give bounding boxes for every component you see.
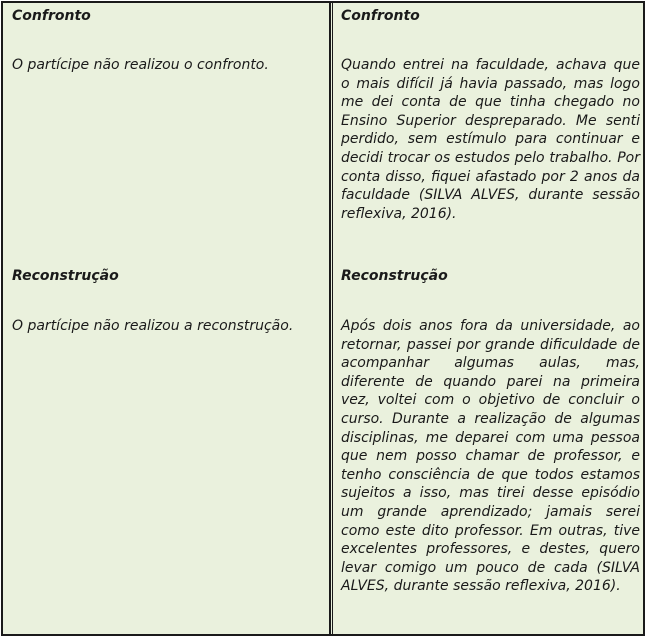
right-reconstrucao-text: Após dois anos fora da universidade, ao retornar, passei por grande dificuldade de acompanhar algumas aulas, mas, diferente de quando parei na primeira vez, voltei com o objetivo de concluir o curso. Durante a realização de algumas disciplinas, me deparei com uma pessoa que nem posso chamar de professor, e tenho consciência de que todos estamos sujeitos a isso, mas tirei desse episódio um grande aprendizado; jamais serei como este dito professor. Em outras, tive excelentes professores, e destes, quero levar comigo um pouco de cada (SILVA ALVES, durante sessão reflexiva, 2016). — [341, 318, 640, 595]
column-divider — [329, 3, 333, 634]
left-confronto-heading: Confronto — [12, 8, 91, 24]
left-reconstrucao-heading: Reconstrução — [12, 268, 119, 284]
right-reconstrucao-heading: Reconstrução — [341, 268, 448, 284]
right-confronto-heading: Confronto — [341, 8, 420, 24]
comparison-table — [1, 1, 645, 636]
left-confronto-text: O partícipe não realizou o confronto. — [12, 57, 269, 73]
left-reconstrucao-text: O partícipe não realizou a reconstrução. — [12, 318, 294, 334]
right-confronto-text: Quando entrei na faculdade, achava que o mais difícil já havia passado, mas logo me dei conta de que tinha chegado no Ensino Superior despreparado. Me senti perdido, sem estímulo para continuar e decidi trocar os estudos pelo trabalho. Por conta disso, fiquei afastado por 2 anos da faculdade (SILVA ALVES, durante sessão reflexiva, 2016). — [341, 57, 640, 222]
